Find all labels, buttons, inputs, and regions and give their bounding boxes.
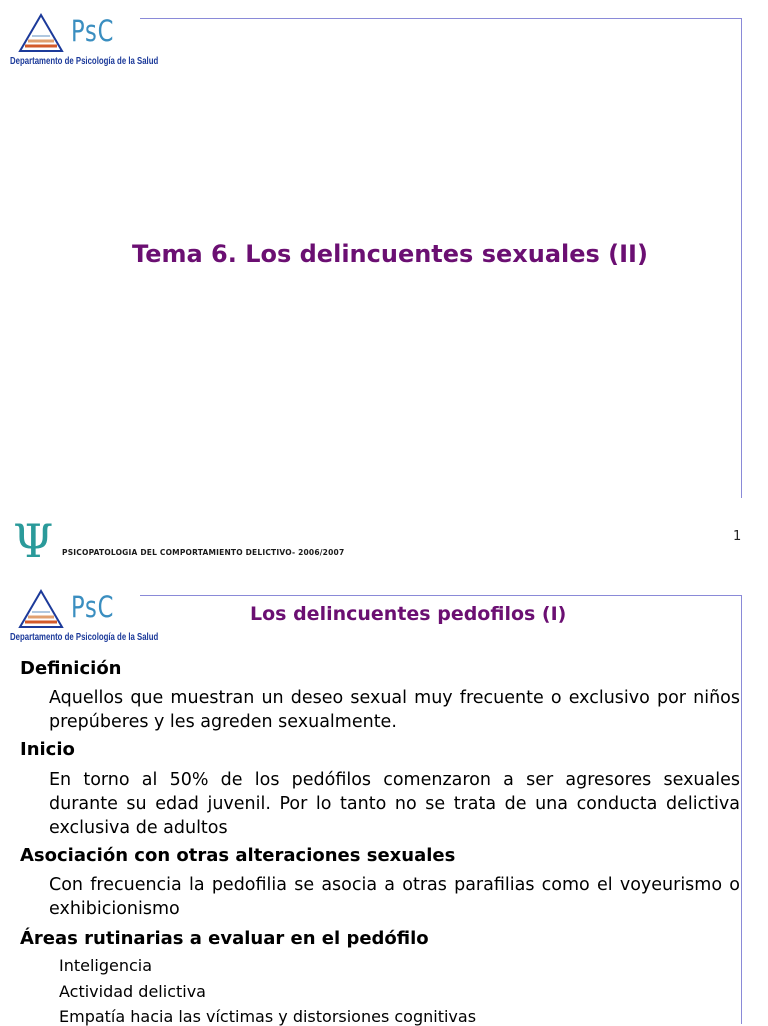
slide-1-title: Tema 6. Los delincuentes sexuales (II) — [132, 240, 648, 268]
page-number: 1 — [733, 529, 742, 544]
slide-1-footer: PSICOPATOLOGIA DEL COMPORTAMIENTO DELICTIVO- 2006/2007 — [62, 548, 345, 557]
frame-right-line — [741, 595, 742, 1024]
logo-department: Departamento de Psicología de la Salud — [10, 632, 159, 643]
logo-brand: PsC — [71, 14, 115, 48]
section-text: Aquellos que muestran un deseo sexual muy frecuente o exclusivo por niños prepúberes y les agreden sexualmente. — [49, 688, 740, 732]
section-heading: Inicio — [20, 739, 75, 760]
list-item: Inteligencia — [59, 956, 153, 975]
section-text: En torno al 50% de los pedófilos comenzaron a ser agresores sexuales durante su edad juvenil. Por lo tanto no se trata de una conducta delictiva exclusiva de adultos — [49, 770, 740, 838]
section-heading: Asociación con otras alteraciones sexuales — [20, 845, 456, 866]
pyramid-icon — [18, 589, 64, 629]
section-heading: Definición — [20, 658, 122, 679]
psc-logo — [0, 0, 170, 70]
frame-top-line — [140, 18, 742, 19]
frame-top-line — [140, 595, 742, 596]
logo-department: Departamento de Psicología de la Salud — [10, 56, 159, 67]
section-heading: Áreas rutinarias a evaluar en el pedófilo — [20, 928, 429, 949]
logo-brand: PsC — [71, 590, 115, 624]
list-item: Actividad delictiva — [59, 982, 206, 1001]
slide-2-title: Los delincuentes pedofilos (I) — [250, 603, 567, 625]
psi-icon: Ψ — [13, 514, 54, 568]
pyramid-icon — [18, 13, 64, 53]
section-text: Con frecuencia la pedofilia se asocia a otras parafilias como el voyeurismo o exhibicionismo — [49, 875, 740, 919]
list-item: Empatía hacia las víctimas y distorsiones cognitivas — [59, 1007, 477, 1026]
psc-logo — [0, 576, 170, 646]
